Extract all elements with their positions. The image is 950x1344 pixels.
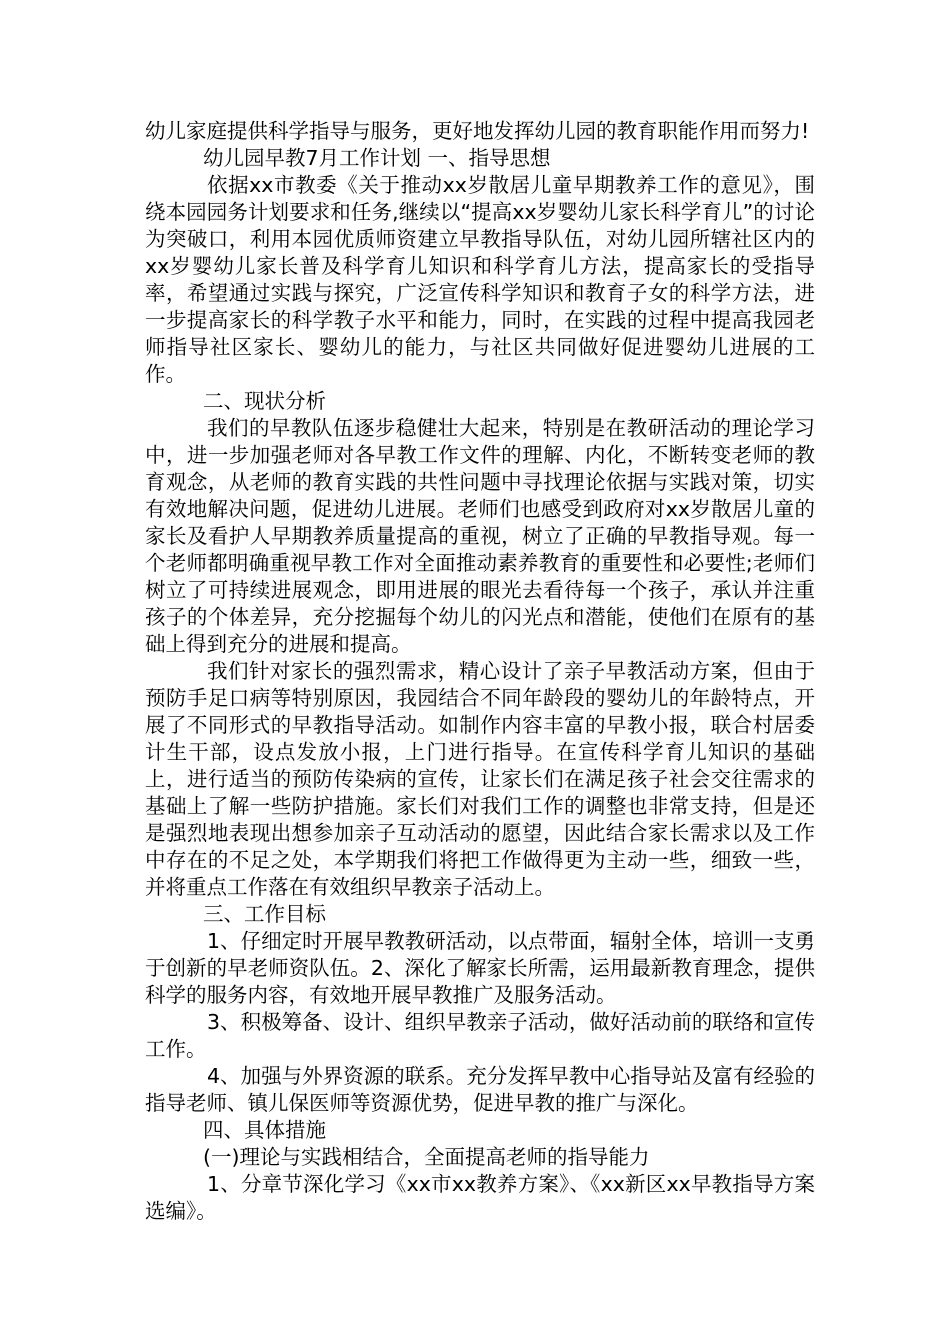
paragraph-goal-1-2: 1、仔细定时开展早教教研活动，以点带面，辐射全体，培训一支勇于创新的早老师资队伍。2、深化了解家长所需，运用最新教育理念，提供科学的服务内容，有效地开展早教推广及服务活动。: [145, 929, 815, 1007]
paragraph-goal-4: 4、加强与外界资源的联系。充分发挥早教中心指导站及富有经验的指导老师、镇儿保医师等资源优势，促进早教的推广与深化。: [145, 1064, 815, 1115]
paragraph-goal-3: 3、积极筹备、设计、组织早教亲子活动，做好活动前的联络和宣传工作。: [145, 1010, 815, 1061]
heading-plan-title: 幼儿园早教7月工作计划 一、指导思想: [203, 146, 551, 170]
document-page: [145, 118, 815, 1225]
paragraph-status-2: 我们针对家长的强烈需求，精心设计了亲子早教活动方案，但由于预防手足口病等特别原因，我园结合不同年龄段的婴幼儿的年龄特点，开展了不同形式的早教指导活动。如制作内容丰富的早教小报，联合村居委计生干部，设点发放小报，上门进行指导。在宣传科学育儿知识的基础上，进行适当的预防传染病的宣传，让家长们在满足孩子社会交往需求的基础上了解一些防护措施。家长们对我们工作的调整也非常支持，但是还是强烈地表现出想参加亲子互动活动的愿望，因此结合家长需求以及工作中存在的不足之处，本学期我们将把工作做得更为主动一些，细致一些，并将重点工作落在有效组织早教亲子活动上。: [145, 659, 815, 899]
heading-specific-measures: 四、具体措施: [203, 1118, 326, 1142]
heading-status-analysis: 二、现状分析: [203, 389, 326, 413]
paragraph-measure-1: 1、分章节深化学习《xx市xx教养方案》、《xx新区xx早教指导方案选编》。: [145, 1172, 815, 1223]
heading-work-goals: 三、工作目标: [203, 902, 326, 926]
paragraph-status-1: 我们的早教队伍逐步稳健壮大起来，特别是在教研活动的理论学习中，进一步加强老师对各早教工作文件的理解、内化，不断转变老师的教育观念，从老师的教育实践的共性问题中寻找理论依据与实践对策，切实有效地解决问题，促进幼儿进展。老师们也感受到政府对xx岁散居儿童的家长及看护人早期教养质量提高的重视，树立了正确的早教指导观。每一个老师都明确重视早教工作对全面推动素养教育的重要性和必要性;老师们树立了可持续进展观念，即用进展的眼光去看待每一个孩子，承认并注重孩子的个体差异，充分挖掘每个幼儿的闪光点和潜能，使他们在原有的基础上得到充分的进展和提高。: [145, 416, 815, 656]
paragraph-intro-closing: 幼儿家庭提供科学指导与服务，更好地发挥幼儿园的教育职能作用而努力!: [145, 119, 810, 143]
subheading-theory-practice: (一)理论与实践相结合，全面提高老师的指导能力: [203, 1145, 650, 1169]
paragraph-guiding-thought: 依据xx市教委《关于推动xx岁散居儿童早期教养工作的意见》，围绕本园园务计划要求和任务,继续以“提高xx岁婴幼儿家长科学育儿”的讨论为突破口，利用本园优质师资建立早教指导队伍，对幼儿园所辖社区内的xx岁婴幼儿家长普及科学育儿知识和科学育儿方法，提高家长的受指导率，希望通过实践与探究，广泛宣传科学知识和教育子女的科学方法，进一步提高家长的科学教子水平和能力，同时，在实践的过程中提高我园老师指导社区家长、婴幼儿的能力，与社区共同做好促进婴幼儿进展的工作。: [145, 173, 815, 386]
